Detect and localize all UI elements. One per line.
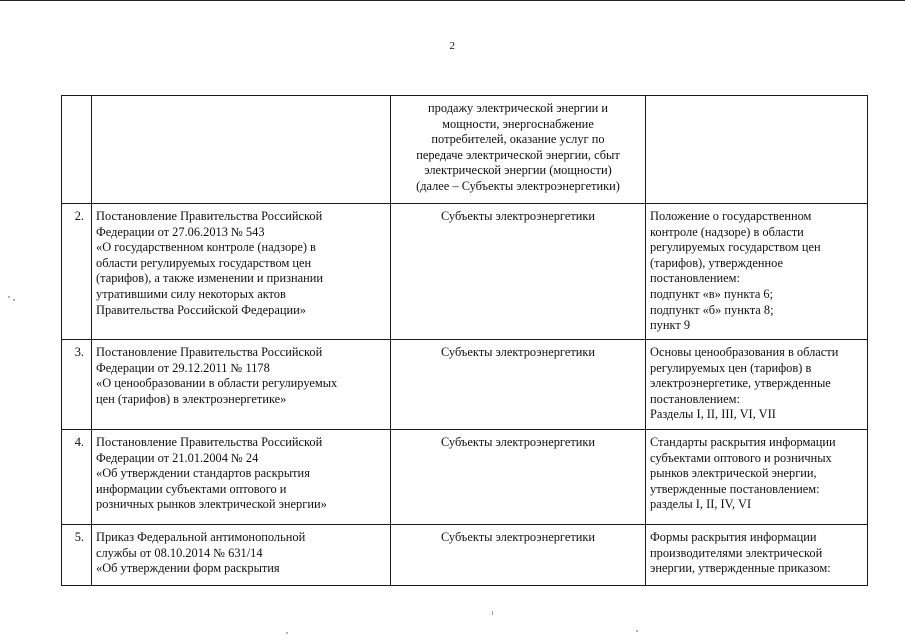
table-row bbox=[62, 340, 868, 430]
row-number-cell bbox=[62, 96, 92, 204]
regulations-table bbox=[61, 95, 868, 586]
cell-text-line: Субъекты электроэнергетики bbox=[440, 209, 596, 223]
cell-text-line: цен (тарифов) в электроэнергетике» bbox=[96, 391, 287, 406]
cell-text-line: (тарифов), утвержденное bbox=[650, 255, 783, 270]
cell-text-line: потребителей, оказание услуг по bbox=[431, 132, 605, 147]
cell-text-line: подпункт «в» пункта 6; bbox=[650, 286, 774, 301]
cell-text-line: регулируемых государством цен bbox=[650, 240, 821, 255]
subjects-cell bbox=[391, 96, 646, 204]
cell-text-line: «Об утверждении стандартов раскрытия bbox=[96, 466, 310, 481]
cell-text-line: постановлением: bbox=[650, 391, 740, 406]
table-row bbox=[62, 525, 868, 586]
cell-text-line: передаче электрической энергии, сбыт bbox=[416, 147, 620, 162]
document-cell bbox=[92, 204, 391, 340]
cell-text-line: Основы ценообразования в области bbox=[650, 345, 839, 359]
cell-text-line: мощности, энергоснабжение bbox=[442, 116, 594, 131]
cell-text-line: «О ценообразовании в области регулируемых bbox=[96, 376, 338, 391]
document-cell bbox=[92, 96, 391, 204]
subjects-cell bbox=[391, 430, 646, 525]
cell-text-line: Стандарты раскрытия информации bbox=[650, 435, 836, 449]
cell-text-line: Формы раскрытия информации bbox=[650, 530, 817, 544]
cell-text-line: Субъекты электроэнергетики bbox=[440, 435, 596, 449]
cell-text-line: Федерации от 21.01.2004 № 24 bbox=[96, 450, 259, 465]
cell-text-line: службы от 08.10.2014 № 631/14 bbox=[96, 545, 263, 560]
table-row bbox=[62, 96, 868, 204]
row-number: 3. bbox=[74, 345, 84, 359]
table-row bbox=[62, 204, 868, 340]
provisions-cell bbox=[646, 525, 868, 586]
provisions-cell bbox=[646, 96, 868, 204]
cell-text-line: Правительства Российской Федерации» bbox=[96, 302, 306, 317]
cell-text-line: разделы I, II, IV, VI bbox=[650, 497, 752, 512]
document-cell bbox=[92, 430, 391, 525]
provisions-cell bbox=[646, 340, 868, 430]
regulations-table-body bbox=[62, 96, 868, 586]
page-top-edge bbox=[0, 0, 905, 1]
cell-text-line: утратившими силу некоторых актов bbox=[96, 286, 286, 301]
cell-text-line: контроле (надзоре) в области bbox=[650, 224, 804, 239]
document-cell bbox=[92, 340, 391, 430]
scan-speck bbox=[13, 299, 15, 301]
cell-text-line: рынков электрической энергии, bbox=[650, 466, 817, 481]
cell-text-line: Постановление Правительства Российской bbox=[96, 345, 323, 359]
row-number-cell bbox=[62, 204, 92, 340]
provisions-cell bbox=[646, 430, 868, 525]
document-cell bbox=[92, 525, 391, 586]
cell-text-line: (далее – Субъекты электроэнергетики) bbox=[416, 178, 620, 193]
row-number: 5. bbox=[74, 530, 84, 544]
row-number-cell bbox=[62, 430, 92, 525]
cell-text-line: (тарифов), а также изменении и признании bbox=[96, 271, 324, 286]
cell-text-line: производителями электрической bbox=[650, 545, 823, 560]
row-number-cell bbox=[62, 525, 92, 586]
cell-text-line: Федерации от 27.06.2013 № 543 bbox=[96, 224, 265, 239]
cell-text-line: Постановление Правительства Российской bbox=[96, 435, 323, 449]
provisions-cell bbox=[646, 204, 868, 340]
cell-text-line: энергии, утвержденные приказом: bbox=[650, 561, 831, 576]
cell-text-line: Разделы I, II, III, VI, VII bbox=[650, 407, 776, 422]
cell-text-line: утвержденные постановлением: bbox=[650, 481, 820, 496]
cell-text-line: электрической энергии (мощности) bbox=[424, 163, 612, 178]
scan-speck bbox=[636, 630, 638, 632]
cell-text-line: пункт 9 bbox=[650, 318, 691, 333]
cell-text-line: регулируемых цен (тарифов) в bbox=[650, 360, 812, 375]
cell-text-line: Федерации от 29.12.2011 № 1178 bbox=[96, 360, 270, 375]
cell-text-line: области регулируемых государством цен bbox=[96, 255, 312, 270]
scan-speck bbox=[492, 611, 493, 615]
scan-speck bbox=[8, 296, 10, 298]
subjects-cell bbox=[391, 525, 646, 586]
scan-speck bbox=[286, 632, 288, 634]
cell-text-line: электроэнергетике, утвержденные bbox=[650, 376, 831, 391]
row-number: 2. bbox=[74, 209, 84, 223]
cell-text-line: Субъекты электроэнергетики bbox=[440, 345, 596, 359]
cell-text-line: Субъекты электроэнергетики bbox=[440, 530, 596, 544]
cell-text-line: Постановление Правительства Российской bbox=[96, 209, 323, 223]
cell-text-line: подпункт «б» пункта 8; bbox=[650, 302, 774, 317]
cell-text-line: Положение о государственном bbox=[650, 209, 812, 223]
cell-text-line: Приказ Федеральной антимонопольной bbox=[96, 530, 306, 544]
cell-text-line: продажу электрической энергии и bbox=[428, 101, 608, 115]
table-row bbox=[62, 430, 868, 525]
cell-text-line: постановлением: bbox=[650, 271, 740, 286]
cell-text-line: «О государственном контроле (надзоре) в bbox=[96, 240, 316, 255]
subjects-cell bbox=[391, 340, 646, 430]
cell-text-line: информации субъектами оптового и bbox=[96, 481, 287, 496]
row-number-cell bbox=[62, 340, 92, 430]
cell-text-line: «Об утверждении форм раскрытия bbox=[96, 561, 280, 576]
cell-text-line: розничных рынков электрической энергии» bbox=[96, 497, 327, 512]
cell-text-line: субъектами оптового и розничных bbox=[650, 450, 832, 465]
row-number: 4. bbox=[74, 435, 84, 449]
page-number: 2 bbox=[449, 40, 456, 52]
subjects-cell bbox=[391, 204, 646, 340]
